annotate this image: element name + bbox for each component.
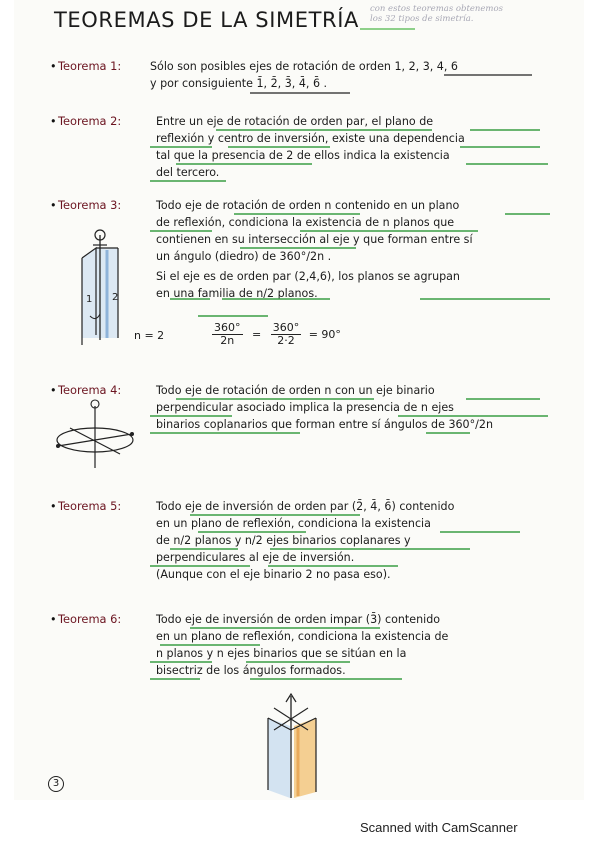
bullet: • [50, 384, 57, 397]
theorem-label: Teorema 2: [58, 114, 122, 128]
theorem-line: reflexión y centro de inversión, existe una dependencia [156, 132, 465, 145]
theorem-line: Todo eje de rotación de orden n con un eje binario [156, 384, 435, 397]
theorem-line: n planos y n ejes binarios que se sitúan en la [156, 647, 407, 660]
equals-sign: = [252, 327, 262, 341]
theorem-label: Teorema 5: [58, 499, 122, 513]
bullet: • [50, 60, 57, 73]
theorem-line: Todo eje de rotación de orden n contenido en un plano [156, 199, 460, 212]
theorem-line: en un plano de reflexión, condiciona la existencia de [156, 630, 449, 643]
page-title: TEOREMAS DE LA SIMETRÍA [54, 8, 360, 32]
result: = 90° [308, 327, 341, 341]
fraction-numerator: 360° [214, 321, 241, 334]
theorem-line: Sólo son posibles ejes de rotación de orden 1, 2, 3, 4, 6 [150, 60, 458, 73]
camscanner-watermark: Scanned with CamScanner [360, 820, 518, 835]
theorem-line: Todo eje de inversión de orden par (2̄, 4̄, 6̄) contenido [156, 500, 455, 513]
theorem-line: bisectriz de los ángulos formados. [156, 664, 346, 677]
fraction-numerator: 360° [272, 321, 300, 334]
title-note-line: los 32 tipos de simetría. [370, 14, 474, 24]
figure-label: 2 [112, 292, 119, 303]
theorem-line: Todo eje de inversión de orden impar (3̄) contenido [156, 613, 441, 626]
theorem-line: binarios coplanarios que forman entre sí ángulos de 360°/2n [156, 418, 493, 431]
theorem-line: del tercero. [156, 166, 220, 179]
page-number: 3 [48, 776, 64, 792]
theorem-label: Teorema 4: [58, 383, 122, 397]
theorem-line: Entre un eje de rotación de orden par, el plano de [156, 115, 434, 128]
theorem-line: tal que la presencia de 2 de ellos indica la existencia [156, 149, 450, 162]
theorem-line: perpendiculares al eje de inversión. [156, 551, 355, 564]
example-n-label: n = 2 [134, 329, 165, 342]
figure-label: 1 [86, 294, 93, 305]
theorem-label: Teorema 1: [58, 59, 122, 73]
theorem-line: de reflexión, condiciona la existencia de n planos que [156, 216, 455, 229]
theorem-line: Si el eje es de orden par (2,4,6), los planos se agrupan [156, 270, 460, 283]
bullet: • [50, 500, 57, 513]
bullet: • [50, 115, 57, 128]
title-note-line: con estos teoremas obtenemos [370, 4, 503, 14]
bullet: • [50, 199, 57, 212]
theorem-line: de n/2 planos y n/2 ejes binarios coplanares y [156, 534, 411, 547]
theorem-note: (Aunque con el eje binario 2 no pasa eso). [156, 568, 391, 581]
theorem-line: contienen en su intersección al eje y que forman entre sí [156, 233, 473, 246]
theorem-label: Teorema 3: [58, 198, 122, 212]
theorem-line: en un plano de reflexión, condiciona la existencia [156, 517, 431, 530]
scanned-page [14, 0, 584, 800]
theorem-label: Teorema 6: [58, 612, 122, 626]
theorem-line: en una familia de n/2 planos. [156, 287, 318, 300]
bullet: • [50, 613, 57, 626]
fraction-denominator: 2n [220, 334, 235, 347]
theorem-line: perpendicular asociado implica la presencia de n ejes [156, 401, 454, 414]
inversion-axis-figure [250, 690, 330, 800]
theorem-line: y por consiguiente 1̄, 2̄, 3̄, 4̄, 6̄ . [150, 77, 328, 90]
fraction-denominator: 2·2 [277, 334, 295, 347]
theorem-line: un ángulo (diedro) de 360°/2n . [156, 250, 332, 263]
